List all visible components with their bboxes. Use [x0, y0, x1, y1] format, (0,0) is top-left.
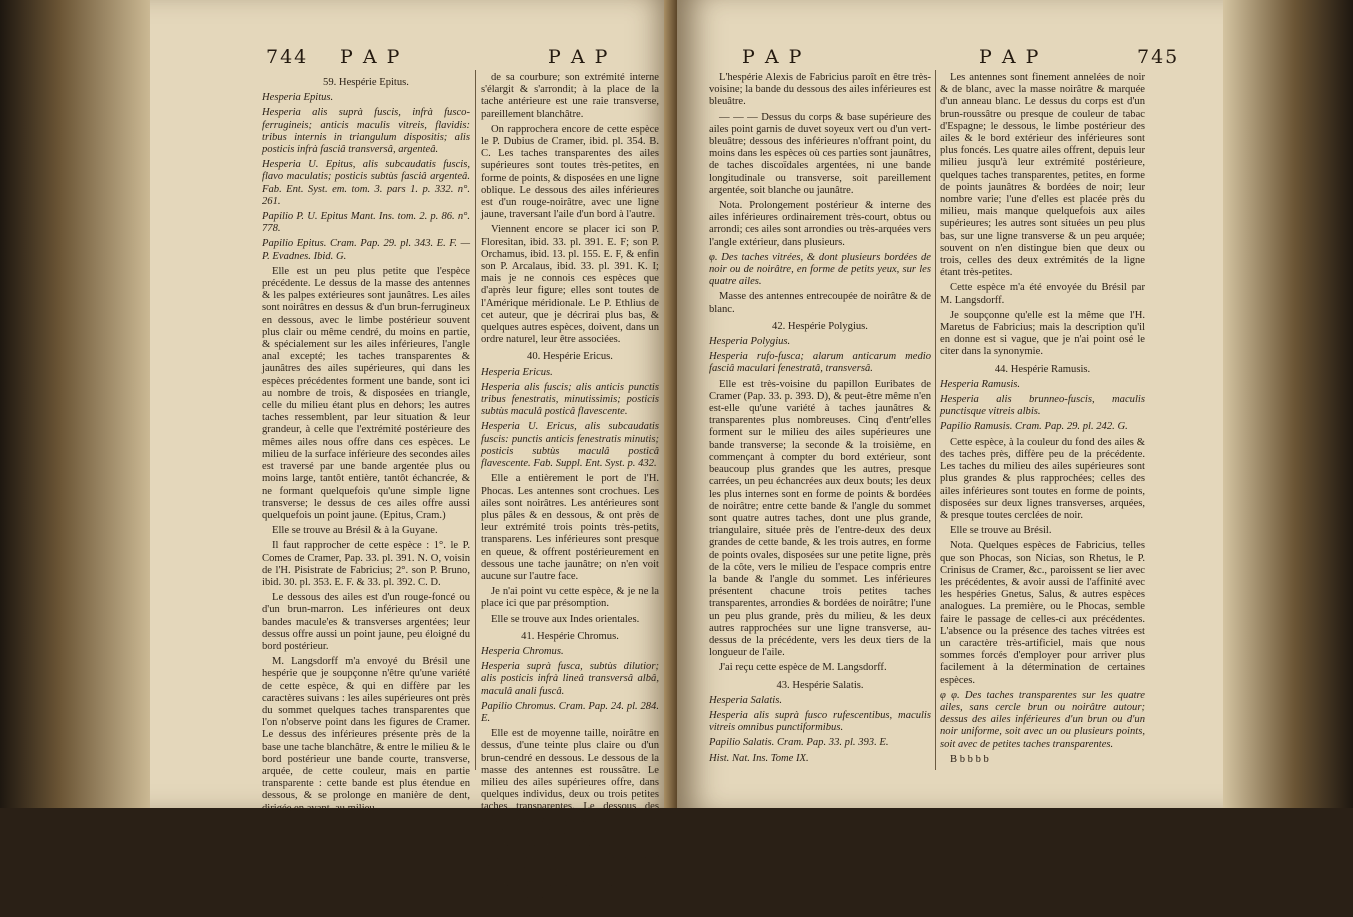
text-paragraph: Masse des antennes entrecoupée de noirâtre & de blanc. [709, 291, 931, 315]
text-paragraph: L'hespérie Alexis de Fabricius paroît en être très-voisine; la bande du dessous des ailes inférieures est bleuâtre. [709, 72, 931, 108]
text-paragraph: Elle se trouve au Brésil & à la Guyane. [272, 525, 438, 537]
text-paragraph: 43. Hespérie Salatis. [776, 679, 864, 691]
text-paragraph: φ φ. Des taches transparentes sur les quatre ailes, sans cercle brun ou noirâtre autour; dessus des ailes inférieures d'un brun ou d'un noir uniforme, soit avec un ou plusieurs points, soit avec de petites taches transparentes. [940, 689, 1145, 750]
right-column-rule [935, 70, 936, 770]
text-paragraph: Papilio Ramusis. Cram. Pap. 29. pl. 242. G. [940, 421, 1128, 433]
right-page-number: 745 [1137, 46, 1180, 68]
text-paragraph: Il faut rapprocher de cette espèce : 1°. le P. Comes de Cramer, Pap. 33. pl. 391. N. O, voisin de l'H. Pisistrate de Fabricius; 2°. son P. Bruno, ibid. 30. pl. 353. E. F. & 33. pl. 392. C. D. [262, 540, 470, 588]
text-paragraph: Nota. Prolongement postérieur & interne des ailes inférieures ordinairement très-court, obtus ou arrondi; ces ailes sont arrondies ou très-arquées vers l'angle extérieur, dans plusieurs. [709, 200, 931, 248]
left-column-rule [475, 70, 476, 770]
left-page-number: 744 [266, 46, 309, 68]
right-page [677, 0, 1353, 808]
text-paragraph: Papilio Chromus. Cram. Pap. 24. pl. 284. E. [481, 700, 659, 724]
text-paragraph: B b b b b [950, 753, 989, 765]
text-paragraph: Elle est un peu plus petite que l'espèce précédente. Le dessus de la masse des antennes & les palpes extérieures sont jaunâtres. Les ailes sont noirâtres en dessus & d'un brun-ferrugineux en dessous, avec le limbe postérieur souvent plus clair ou même cendré, du moins en partie, & spécialement sur les ailes inférieures, l'angle anal excepté; les taches transparentes & jaunâtres des ailes supérieures, qui dans les espèces précédentes forment une bande, sont ici au nombre de trois, & disposées en triangle, celle du milieu étant plus en dehors; les autres taches ressemblent, par leur situation & leur grandeur, à celle que l'extrémité postérieure des mêmes ailes nous offre dans ces espèces. Le milieu de la surface inférieure des secondes ailes est traversé par une bande argentée plus ou moins large, tantôt entière, tantôt échancrée, & ne formant quelquefois qu'une simple ligne transverse; le dessus de ces ailes offre aussi quelquefois un point jaune. (Epitus, Cram.) [262, 265, 470, 521]
text-paragraph: Hesperia Ramusis. [940, 378, 1021, 390]
text-paragraph: Elle est très-voisine du papillon Euribates de Cramer (Pap. 33. p. 393. D), & peut-être même n'en est-elle qu'une variété à taches jaunâtres & transparentes plus nombreuses. Cinq d'entr'elles forment sur le milieu des ailes supérieures une bande transverse; la seconde & la troisième, en commençant à compter du bord extérieur, sont beaucoup plus grandes que les autres, presque carrées, un peu échancrées aux deux bouts; les deux les plus internes sont en forme de points & bordées de noirâtre; entre cette bande & l'angle du sommet sont quatre autres taches, dont une plus grande, triangulaire, située près de l'entre-deux des deux grandes de cette bande, & les trois autres, en forme de points ovales, disposées sur une petite ligne, près de la côte, vers le milieu de l'espace compris entre la bande & l'angle du sommet. Les inférieures présentent chacune trois petites taches transparentes, arrondies & bordées de noirâtre; l'une un peu plus grande, près du milieu, & les deux autres rapprochées sur une ligne transverse, au-dessus de la précédente, vers les deux tiers de la longueur de l'aile. [709, 378, 931, 659]
text-paragraph: M. Langsdorff m'a envoyé du Brésil une hespérie que je soupçonne n'être qu'une variété de cette espèce, & qui en diffère par les caractères suivans : les ailes supérieures ont près du sommet quelques taches transparentes que l'on n'observe point dans les figures de Cramer. Le dessus des inférieures présente près de la base une tache blanchâtre, & entre le milieu & le bord postérieur une bande courte, transverse, arquée, de cette couleur, mais en partie transparente : cette bande est plus étendue en dessous, & se prolonge en manière de dent, dirigée en avant, au milieu [262, 656, 470, 814]
text-paragraph: Papilio Epitus. Cram. Pap. 29. pl. 343. E. F. — P. Evadnes. Ibid. G. [262, 238, 470, 262]
text-paragraph: Hist. Nat. Ins. Tome IX. [709, 752, 809, 764]
text-paragraph: Hesperia U. Epitus, alis subcaudatis fuscis, flavo maculatis; posticis subtùs fasciâ argenteâ. Fab. Ent. Syst. em. tom. 3. pars 1. p. 332. n°. 261. [262, 159, 470, 207]
text-paragraph: Hesperia rufo-fusca; alarum anticarum medio fasciâ maculari fenestratâ, transversâ. [709, 351, 931, 375]
text-paragraph: Les antennes sont finement annelées de noir & de blanc, avec la masse noirâtre & marquée d'un anneau blanc. Le dessus du corps est d'un brun-roussâtre ou presque de couleur de tabac d'Espagne; le dessous, le limbe postérieur des ailes & le bord extérieur des inférieures sont plus foncés. Les quatre ailes offrent, depuis leur milieu jusqu'à leur extrémité postérieure, quelques taches transparentes, petites, en forme de points jaunâtres & bordées de noir; leur nombre varie; l'une d'elles est placée près du milieu, mais manque quelquefois aux ailes supérieures; les autres sont situées un peu plus bas, sur une ligne transverse & un peu arquée; souvent on n'en distingue bien que deux ou trois, celles des deux extrémités de la ligne étant très-petites. [940, 72, 1145, 279]
left-page-edge [0, 0, 150, 808]
left-page-column-2 [481, 72, 659, 916]
left-page [0, 0, 676, 916]
text-paragraph: Hesperia alis fuscis; alis anticis punctis tribus fenestratis, minutissimis; posticis subtùs maculâ posticâ flavescente. [481, 381, 659, 418]
text-paragraph: 42. Hespérie Polygius. [772, 320, 868, 332]
text-paragraph: Hesperia alis suprà fusco rufescentibus, maculis vitreis omnibus punctiformibus. [709, 709, 931, 734]
text-paragraph: Hesperia U. Ericus, alis subcaudatis fuscis: punctis anticis fenestratis minutis; posticis subtùs maculâ posticâ flavescente. Fab. Suppl. Ent. Syst. p. 432. [481, 421, 659, 470]
text-paragraph: Hesperia Chromus. [481, 645, 564, 657]
text-paragraph: Cette espèce, à la couleur du fond des ailes & des taches près, diffère peu de la précédente. Les taches du milieu des ailes supérieures sont plus grandes & plus rapprochées; celles des ailes inférieures sont toutes en forme de points, disposées sur deux lignes transverses, arquées, & presque toutes cerclées de noir. [940, 436, 1145, 521]
text-paragraph: Hesperia Salatis. [709, 694, 782, 706]
text-paragraph: Elle se trouve au Brésil. [950, 525, 1052, 537]
right-page-column-1 [709, 72, 931, 792]
text-paragraph: Hesperia Polygius. [709, 336, 791, 348]
text-paragraph: Hesperia alis brunneo-fuscis, maculis punctisque vitreis albis. [940, 394, 1145, 418]
text-paragraph: — — — Dessus du corps & base supérieure des ailes point garnis de duvet soyeux vert ou d'un vert-bleuâtre; dessous des inférieures n'offrant point, du moins dans les espèces où ces parties sont jaunâtres, de taches discoïdales argentées, ni une bande longitudinale ou transverse, soit pareillement argentée, soit blanche ou jaunâtre. [709, 111, 931, 196]
text-paragraph: de sa courbure; son extrémité interne s'élargit & s'arrondit; à la place de la tache antérieure est une raie transverse, pareillement blanchâtre. [481, 72, 659, 120]
text-paragraph: Hesperia Ericus. [481, 366, 553, 378]
text-paragraph: On rapprochera encore de cette espèce le P. Dubius de Cramer, ibid. pl. 354. B. C. Les taches transparentes des ailes supérieures sont toutes très-petites, en forme de points, & disposées en une ligne oblique. Le dessous des ailes inférieures est d'un rouge-noirâtre, avec une ligne jaune, traversant l'aile d'un bord à l'autre. [481, 123, 659, 221]
text-paragraph: Papilio Salatis. Cram. Pap. 33. pl. 393. E. [709, 737, 889, 749]
text-paragraph: 41. Hespérie Chromus. [521, 630, 619, 642]
text-paragraph: Je n'ai point vu cette espèce, & je ne la place ici que par présomption. [481, 586, 659, 610]
text-paragraph: L'hespérie [491, 905, 535, 916]
text-paragraph: Nota. Quelques espèces de Fabricius, telles que son Phocas, son Nicias, son Rhetus, le P. Crinisus de Cramer, &c., paroissent se lier avec les précédentes, & avoir aussi de l'affinité avec les hespéries Gnetus, Salus, & autres espèces analogues. La première, ou le Phocas, semble faire le passage de celles-ci aux précédentes. L'absence ou la présence des taches vitrées est un caractère très-artificiel, mais que nous sommes forcés d'employer pour arriver plus facilement à la détermination de certaines espèces. [940, 540, 1145, 686]
right-page-column-2 [940, 72, 1145, 792]
left-running-head-right: P A P [548, 46, 610, 68]
left-running-head: P A P [340, 46, 402, 68]
text-paragraph: 44. Hespérie Ramusis. [994, 363, 1091, 375]
text-paragraph: Hesperia alis suprà fuscis, infrà fusco-ferrugineis; anticis maculis vitreis, flavidis: tribus internis in triangulum dispositis; alis posticis infrà fasciâ transversâ, argenteâ. [262, 107, 470, 156]
text-paragraph: 40. Hespérie Ericus. [527, 351, 613, 363]
text-paragraph: φ. Des taches vitrées, & dont plusieurs bordées de noir ou de noirâtre, en forme de petits yeux, sur les quatre ailes. [709, 251, 931, 288]
text-paragraph: Elle est de moyenne taille, noirâtre en dessus, d'une teinte plus claire ou d'un brun-cendré en dessous. Le dessous de la masse des antennes est roussâtre. Le milieu des ailes supérieures offre, dans quelques individus, deux ou trois petites taches transparentes. Le dessous des inférieures est traversé de l'angle extérieur à l'angle anal, par une raie étroite, droite & blanchâtre. L'on voit sur l'angle anal une tache noirâtre, assez grande & alongée. [481, 728, 659, 874]
text-paragraph: J'ai reçu cette espèce de M. Langsdorff. [719, 662, 887, 674]
text-paragraph: Le dessous des ailes est d'un rouge-foncé ou d'un brun-marron. Les inférieures ont deux bandes macule'es & transverses argentées; leur dessus offre aussi un point jaune, peu éloigné du bord postérieur. [262, 592, 470, 652]
text-paragraph: Hesperia suprà fusca, subtùs dilutior; alis posticis infrà lineâ transversâ albâ, maculâ anali fuscâ. [481, 661, 659, 697]
left-page-column-1 [262, 72, 470, 814]
right-running-head: P A P [979, 46, 1041, 68]
text-paragraph: Cette espèce m'a été envoyée du Brésil par M. Langsdorff. [940, 282, 1145, 306]
text-paragraph: Elle se trouve, selon Cramer, à la côte de Coromandel. [481, 877, 659, 901]
text-paragraph: Papilio P. U. Epitus Mant. Ins. tom. 2. p. 86. n°. 778. [262, 211, 470, 235]
right-running-head-left: P A P [742, 46, 804, 68]
text-paragraph: Hesperia Epitus. [262, 92, 334, 104]
right-page-edge [1223, 0, 1353, 808]
text-paragraph: Je soupçonne qu'elle est la même que l'H. Maretus de Fabricius; mais la description qu'il en donne est si vague, que je n'ai point osé le citer dans la synonymie. [940, 309, 1145, 358]
text-paragraph: 59. Hespérie Epitus. [323, 77, 409, 88]
text-paragraph: Elle a entièrement le port de l'H. Phocas. Les antennes sont crochues. Les ailes sont noirâtres. Les antérieures sont plus pâles & en dessous, & ont près de leur extrémité trois points très-petits, transparens. Les inférieures sont presque en queue, & offrent postérieurement en dessous une tache jaunâtre; on n'en voit aucune sur l'autre face. [481, 473, 659, 582]
text-paragraph: Elle se trouve aux Indes orientales. [491, 613, 640, 625]
text-paragraph: Viennent encore se placer ici son P. Floresitan, ibid. 33. pl. 391. E. F; son P. Orchamus, ibid. 13. pl. 155. E. F, & enfin son P. Arcalaus, ibid. 33. pl. 391. K. I; mais je ne connois ces espèces que d'après leur figure; elles sont toutes de l'Amérique méridionale. Le P. Ethlius de cet auteur, que je décrirai plus bas, & quelques autres espèces, doivent, dans un ordre naturel, leur être associées. [481, 224, 659, 346]
